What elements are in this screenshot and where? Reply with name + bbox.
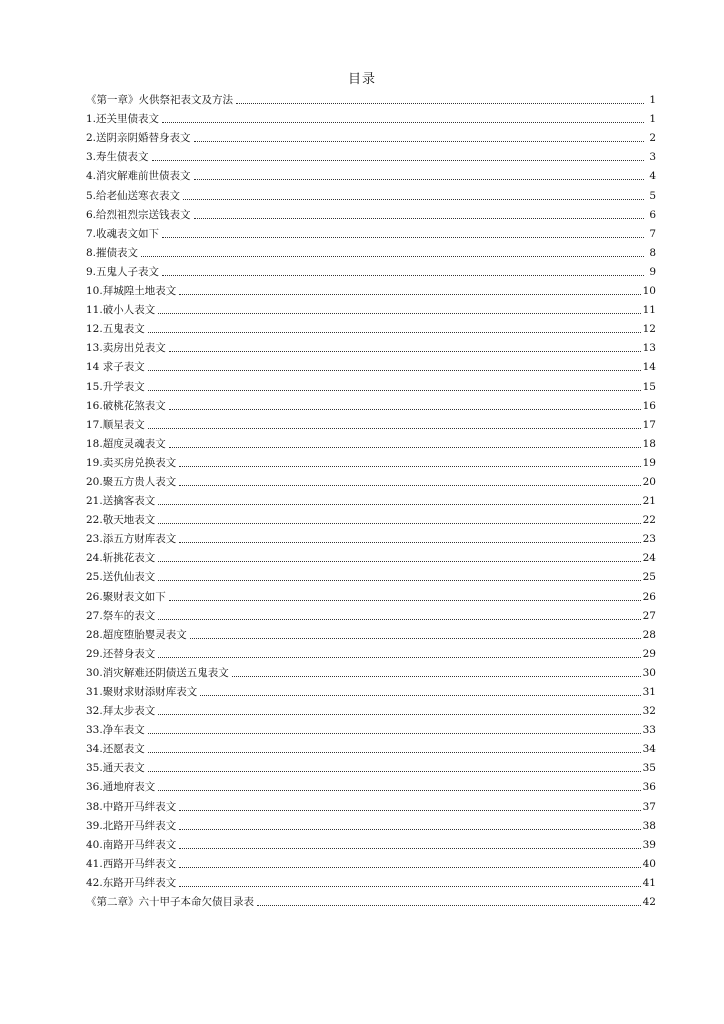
toc-entry[interactable] — [86, 470, 656, 489]
toc-entry-label: 6.给烈祖烈宗送钱表文 — [86, 208, 191, 221]
toc-dot-leader — [162, 237, 644, 238]
toc-entry-label: 5.给老仙送寒衣表文 — [86, 189, 181, 202]
toc-entry[interactable] — [86, 394, 656, 413]
toc-entry-label: 15.升学表文 — [86, 380, 145, 393]
toc-entry-label: 38.中路开马绊表文 — [86, 800, 177, 813]
toc-entry-page-number: 34 — [642, 743, 656, 756]
toc-dot-leader — [179, 848, 640, 849]
toc-entry[interactable] — [86, 489, 656, 508]
toc-dot-leader — [179, 542, 640, 543]
toc-entry-label: 29.还替身表文 — [86, 647, 156, 660]
toc-entry[interactable] — [86, 183, 656, 202]
toc-entry-label: 2.送阴亲阴婚替身表文 — [86, 132, 191, 145]
toc-entry[interactable] — [86, 222, 656, 241]
toc-entry-page-number: 24 — [642, 552, 656, 565]
toc-entry-label: 34.还愿表文 — [86, 743, 145, 756]
toc-entry[interactable] — [86, 164, 656, 183]
toc-dot-leader — [194, 179, 644, 180]
toc-entry[interactable] — [86, 432, 656, 451]
toc-entry-page-number: 29 — [642, 647, 656, 660]
toc-dot-leader — [148, 428, 641, 429]
toc-entry-page-number: 42 — [642, 896, 656, 909]
toc-dot-leader — [148, 733, 641, 734]
toc-entry-label: 7.收魂表文如下 — [86, 227, 160, 240]
toc-entry-page-number: 35 — [642, 762, 656, 775]
toc-entry[interactable] — [86, 126, 656, 145]
toc-entry[interactable] — [86, 241, 656, 260]
toc-entry-label: 《第二章》六十甲子本命欠债目录表 — [86, 896, 254, 909]
toc-dot-leader — [148, 390, 641, 391]
toc-entry-label: 27.祭车的表文 — [86, 609, 156, 622]
toc-entry[interactable] — [86, 260, 656, 279]
toc-entry-label: 22.敬天地表文 — [86, 514, 156, 527]
toc-dot-leader — [169, 351, 641, 352]
toc-dot-leader — [179, 294, 640, 295]
toc-entry-page-number: 27 — [642, 609, 656, 622]
toc-entry-page-number: 4 — [649, 170, 656, 183]
toc-entry-page-number: 28 — [642, 628, 656, 641]
toc-entry[interactable] — [86, 203, 656, 222]
toc-entry[interactable] — [86, 527, 656, 546]
toc-entry[interactable] — [86, 374, 656, 393]
toc-dot-leader — [194, 141, 644, 142]
toc-dot-leader — [179, 829, 640, 830]
toc-dot-leader — [190, 638, 641, 639]
toc-dot-leader — [179, 810, 640, 811]
toc-entry[interactable] — [86, 317, 656, 336]
toc-entry[interactable] — [86, 336, 656, 355]
toc-dot-leader — [162, 122, 644, 123]
toc-entry-label: 32.拜太步表文 — [86, 705, 156, 718]
toc-dot-leader — [158, 657, 640, 658]
toc-entry[interactable] — [86, 565, 656, 584]
toc-entry-label: 35.通天表文 — [86, 762, 145, 775]
toc-entry-label: 28.超度堕胎婴灵表文 — [86, 628, 187, 641]
toc-entry[interactable] — [86, 107, 656, 126]
toc-entry-page-number: 20 — [642, 475, 656, 488]
toc-dot-leader — [194, 218, 644, 219]
toc-entry-page-number: 30 — [642, 666, 656, 679]
toc-entry[interactable] — [86, 508, 656, 527]
toc-entry[interactable] — [86, 661, 656, 680]
toc-dot-leader — [179, 485, 640, 486]
toc-entry-label: 18.超度灵魂表文 — [86, 437, 166, 450]
toc-entry-page-number: 7 — [649, 227, 656, 240]
toc-entry-page-number: 12 — [642, 323, 656, 336]
toc-entry-page-number: 32 — [642, 705, 656, 718]
toc-entry[interactable] — [86, 145, 656, 164]
toc-entry-page-number: 33 — [642, 724, 656, 737]
toc-entry[interactable] — [86, 642, 656, 661]
toc-entry-page-number: 9 — [649, 265, 656, 278]
toc-entry-label: 14 求子表文 — [86, 361, 145, 374]
toc-entry-label: 30.消灾解难还阴债送五鬼表文 — [86, 666, 229, 679]
toc-entry-label: 13.卖房出兑表文 — [86, 342, 166, 355]
toc-entry-label: 23.添五方财库表文 — [86, 533, 177, 546]
toc-entry-label: 33.净车表文 — [86, 724, 145, 737]
toc-entry-page-number: 26 — [642, 590, 656, 603]
toc-entry-page-number: 22 — [642, 514, 656, 527]
toc-entry-label: 3.寿生债表文 — [86, 151, 149, 164]
toc-dot-leader — [179, 867, 640, 868]
toc-entry-label: 10.拜城隍土地表文 — [86, 285, 177, 298]
toc-dot-leader — [162, 275, 644, 276]
toc-entry[interactable] — [86, 279, 656, 298]
toc-dot-leader — [158, 619, 640, 620]
toc-entry-page-number: 18 — [642, 437, 656, 450]
toc-entry-label: 19.卖买房兑换表文 — [86, 456, 177, 469]
toc-entry[interactable] — [86, 833, 656, 852]
toc-entry-page-number: 11 — [642, 304, 656, 317]
toc-entry[interactable] — [86, 546, 656, 565]
toc-dot-leader — [158, 580, 640, 581]
toc-entry-page-number: 40 — [642, 857, 656, 870]
toc-entry-label: 20.聚五方贵人表文 — [86, 475, 177, 488]
toc-entry-page-number: 17 — [642, 418, 656, 431]
toc-dot-leader — [158, 714, 640, 715]
toc-entry[interactable] — [86, 794, 656, 813]
toc-entry[interactable] — [86, 451, 656, 470]
toc-dot-leader — [152, 160, 644, 161]
toc-entry[interactable] — [86, 584, 656, 603]
toc-entry-page-number: 19 — [642, 456, 656, 469]
toc-dot-leader — [158, 504, 640, 505]
toc-entry-page-number: 36 — [642, 781, 656, 794]
toc-entry-label: 11.破小人表文 — [86, 304, 156, 317]
toc-dot-leader — [232, 676, 641, 677]
toc-entry[interactable] — [86, 871, 656, 890]
toc-entry-page-number: 23 — [642, 533, 656, 546]
toc-entry-label: 17.顺星表文 — [86, 418, 145, 431]
toc-entry-label: 39.北路开马绊表文 — [86, 819, 177, 832]
toc-title: 目录 — [347, 72, 376, 87]
toc-dot-leader — [158, 313, 640, 314]
toc-dot-leader — [179, 886, 640, 887]
toc-entry-label: 26.聚财表文如下 — [86, 590, 166, 603]
toc-dot-leader — [236, 103, 644, 104]
toc-entry-label: 1.还关里债表文 — [86, 113, 160, 126]
toc-entry-page-number: 39 — [642, 838, 656, 851]
toc-dot-leader — [169, 600, 641, 601]
toc-entry[interactable] — [86, 890, 656, 909]
toc-entry-page-number: 10 — [642, 285, 656, 298]
toc-entry-page-number: 14 — [642, 361, 656, 374]
toc-entry-label: 24.斩挑花表文 — [86, 552, 156, 565]
toc-entry-page-number: 5 — [649, 189, 656, 202]
toc-entry[interactable] — [86, 699, 656, 718]
toc-entry-label: 12.五鬼表文 — [86, 323, 145, 336]
toc-entry-page-number: 3 — [649, 151, 656, 164]
toc-dot-leader — [200, 695, 640, 696]
toc-entry-label: 9.五鬼人子表文 — [86, 265, 160, 278]
toc-dot-leader — [169, 409, 641, 410]
toc-entry-label: 8.摧债表文 — [86, 246, 139, 259]
toc-entry[interactable] — [86, 355, 656, 374]
toc-entry-page-number: 2 — [649, 132, 656, 145]
toc-entry[interactable] — [86, 298, 656, 317]
toc-entry-page-number: 31 — [642, 686, 656, 698]
toc-entry[interactable] — [86, 413, 656, 432]
toc-entry[interactable] — [86, 88, 656, 107]
toc-entry[interactable] — [86, 852, 656, 871]
toc-entry-page-number: 6 — [649, 208, 656, 221]
toc-dot-leader — [141, 256, 644, 257]
toc-dot-leader — [148, 752, 641, 753]
toc-dot-leader — [158, 561, 640, 562]
toc-entry[interactable] — [86, 623, 656, 642]
toc-entry-page-number: 25 — [642, 571, 656, 584]
toc-entry-label: 4.消灾解难前世债表文 — [86, 170, 191, 183]
toc-entry-label: 《第一章》火供祭祀表文及方法 — [86, 94, 233, 107]
toc-entry-label: 25.送仇仙表文 — [86, 571, 156, 584]
toc-entry-page-number: 13 — [642, 342, 656, 355]
toc-dot-leader — [158, 790, 640, 791]
toc-dot-leader — [179, 466, 640, 467]
toc-entry-page-number: 21 — [642, 495, 656, 508]
toc-list — [86, 88, 656, 909]
toc-entry-page-number: 38 — [642, 819, 656, 832]
toc-entry-page-number: 1 — [649, 113, 656, 126]
toc-entry-label: 36.通地府表文 — [86, 781, 156, 794]
toc-dot-leader — [148, 370, 641, 371]
toc-entry-label: 40.南路开马绊表文 — [86, 838, 177, 851]
toc-entry-label: 31.聚财求财添财库表文 — [86, 686, 198, 698]
toc-dot-leader — [148, 332, 641, 333]
toc-entry[interactable] — [86, 604, 656, 623]
toc-entry[interactable] — [86, 775, 656, 794]
toc-entry-label: 16.破桃花煞表文 — [86, 399, 166, 412]
toc-entry-label: 41.西路开马绊表文 — [86, 857, 177, 870]
toc-entry[interactable] — [86, 680, 656, 699]
toc-entry-label: 42.东路开马绊表文 — [86, 876, 177, 889]
toc-entry-label: 21.送擒客表文 — [86, 495, 156, 508]
toc-entry[interactable] — [86, 718, 656, 737]
toc-entry-page-number: 8 — [649, 246, 656, 259]
toc-dot-leader — [169, 447, 641, 448]
toc-dot-leader — [148, 771, 641, 772]
toc-entry-page-number: 16 — [642, 399, 656, 412]
toc-entry-page-number: 41 — [642, 876, 656, 889]
toc-dot-leader — [183, 199, 644, 200]
toc-entry-page-number: 15 — [642, 380, 656, 393]
toc-entry-page-number: 1 — [649, 94, 656, 107]
toc-entry-page-number: 37 — [642, 800, 656, 813]
toc-entry[interactable] — [86, 737, 656, 756]
toc-dot-leader — [257, 905, 641, 906]
toc-dot-leader — [158, 523, 640, 524]
toc-entry[interactable] — [86, 756, 656, 775]
toc-entry[interactable] — [86, 814, 656, 833]
